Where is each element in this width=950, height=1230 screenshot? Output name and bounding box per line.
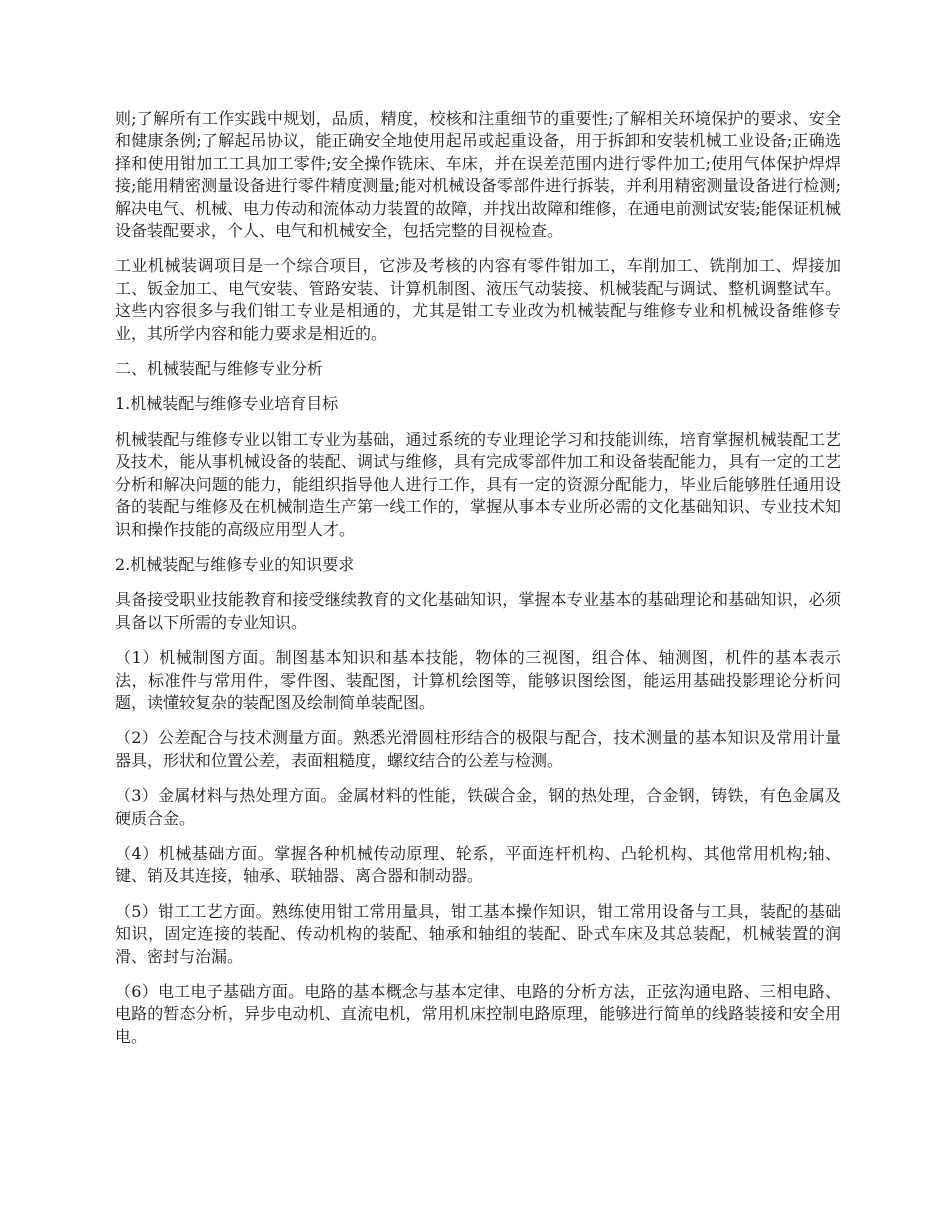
paragraph-item-1-drawing: （1）机械制图方面。制图基本知识和基本技能，物体的三视图，组合体、轴测图，机件的基本表示法，标准件与常用件，零件图、装配图，计算机绘图等，能够识图绘图，能运用基础投影理论分析问题，读懂较复杂的装配图及绘制简单装配图。 [115, 648, 841, 712]
paragraph-industrial-machinery-project: 工业机械装调项目是一个综合项目，它涉及考核的内容有零件钳加工，车削加工、铣削加工、焊接加工、钣金加工、电气安装、管路安装、计算机制图、液压气动装接、机械装配与调试、整机调整试车。这些内容很多与我们钳工专业是相通的，尤其是钳工专业改为机械装配与维修专业和机械设备维修专业，其所学内容和能力要求是相近的。 [115, 256, 841, 343]
paragraph-item-6-electrical: （6）电工电子基础方面。电路的基本概念与基本定律、电路的分析方法，正弦沟通电路、三相电路、电路的暂态分析，异步电动机、直流电机，常用机床控制电路原理，能够进行简单的线路装接和安全用电。 [115, 982, 841, 1046]
paragraph-item-2-tolerance: （2）公差配合与技术测量方面。熟悉光滑圆柱形结合的极限与配合，技术测量的基本知识及常用计量器具，形状和位置公差，表面粗糙度，螺纹结合的公差与检测。 [115, 728, 841, 770]
section-heading-analysis: 二、机械装配与维修专业分析 [115, 359, 324, 379]
paragraph-training-goal: 机械装配与维修专业以钳工专业为基础，通过系统的专业理论学习和技能训练，培育掌握机械装配工艺及技术，能从事机械设备的装配、调试与维修，具有完成零部件加工和设备装配能力，具有一定的工艺分析和解决问题的能力，能组织指导他人进行工作，具有一定的资源分配能力，毕业后能够胜任通用设备的装配与维修及在机械制造生产第一线工作的，掌握从事本专业所必需的文化基础知识、专业技术知识和操作技能的高级应用型人才。 [115, 429, 841, 539]
subheading-training-goal: 1.机械装配与维修专业培育目标 [115, 394, 339, 414]
document-page [115, 108, 841, 1061]
paragraph-knowledge-intro: 具备接受职业技能教育和接受继续教育的文化基础知识，掌握本专业基本的基础理论和基础知识，必须具备以下所需的专业知识。 [115, 590, 841, 632]
paragraph-item-5-fitter: （5）钳工工艺方面。熟练使用钳工常用量具，钳工基本操作知识，钳工常用设备与工具，装配的基础知识，固定连接的装配、传动机构的装配、轴承和轴组的装配、卧式车床及其总装配，机械装置的润滑、密封与治漏。 [115, 901, 841, 966]
paragraph-item-3-materials: （3）金属材料与热处理方面。金属材料的性能，铁碳合金，钢的热处理，合金钢，铸铁，有色金属及硬质合金。 [115, 786, 841, 828]
subheading-knowledge-requirements: 2.机械装配与维修专业的知识要求 [115, 554, 355, 574]
paragraph-item-4-mechanics: （4）机械基础方面。掌握各种机械传动原理、轮系，平面连杆机构、凸轮机构、其他常用机构;轴、键、销及其连接，轴承、联轴器、离合器和制动器。 [115, 843, 841, 886]
paragraph-requirements-continued: 则;了解所有工作实践中规划，品质，精度，校核和注重细节的重要性;了解相关环境保护的要求、安全和健康条例;了解起吊协议，能正确安全地使用起吊或起重设备，用于拆卸和安装机械工业设备;正确选择和使用钳加工工具加工零件;安全操作铣床、车床，并在误差范围内进行零件加工;使用气体保护焊焊接;能用精密测量设备进行零件精度测量;能对机械设备零部件进行拆装，并利用精密测量设备进行检测;解决电气、机械、电力传动和流体动力装置的故障，并找出故障和维修，在通电前测试安装;能保证机械设备装配要求，个人、电气和机械安全，包括完整的目视检查。 [115, 109, 841, 241]
